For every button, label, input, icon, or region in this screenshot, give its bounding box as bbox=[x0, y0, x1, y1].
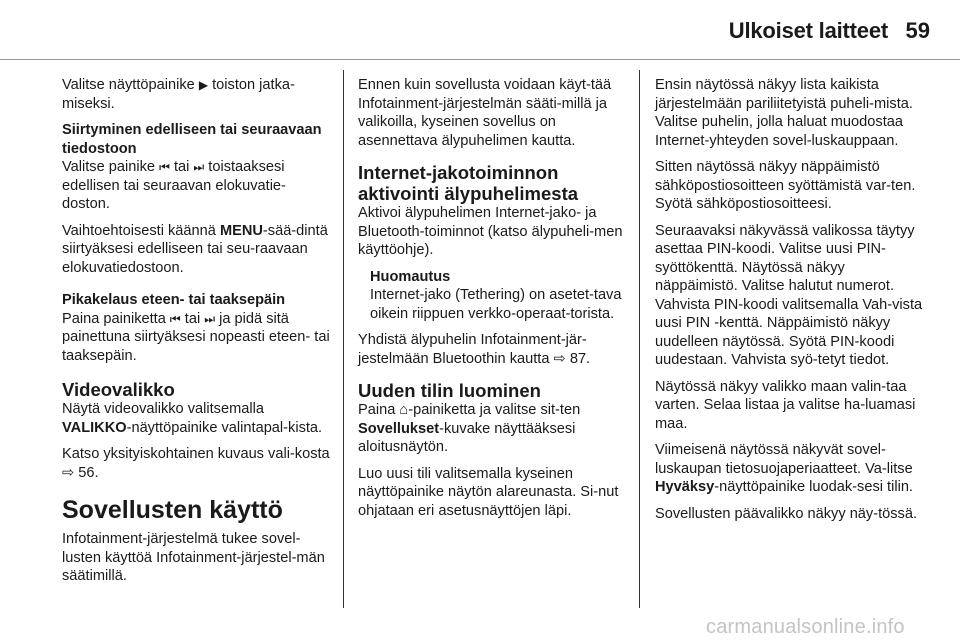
paragraph: Ensin näytössä näkyy lista kaikista järjestelmään pariliitetyistä puheli-mista. Valitse puhelin, jolla haluat muodostaa Internet-yhteyden sovel-luskauppaan. bbox=[655, 77, 913, 149]
header-rule bbox=[0, 59, 960, 60]
paragraph: Valitse näyttöpainike ▶ toiston jatka-miseksi. bbox=[62, 77, 295, 112]
menu-label: MENU bbox=[219, 222, 263, 239]
note-text: Internet-jako (Tethering) on asetet-tava oikein riippuen verkko-operaat-torista. bbox=[370, 287, 622, 322]
note-box bbox=[370, 268, 630, 324]
note-title: Huomautus bbox=[370, 268, 451, 285]
subheading-next-previous: Siirtyminen edelliseen tai seuraavaan tiedostoon bbox=[62, 122, 322, 157]
paragraph: Seuraavaksi näkyvässä valikossa täytyy asettaa PIN-koodi. Valitse uusi PIN-syöttökenttä. Näytössä näkyy näppäimistö. Valitse halutut numerot. Vahvista PIN-koodi valitsemalla Vah-vista uusi PIN -kenttä. Näppäimistö näkyy uudelleen näytössä. Syötä PIN-koodi uudestaan. Vahvista syö-tetyt tiedot. bbox=[655, 222, 923, 368]
column-divider-2 bbox=[639, 70, 640, 608]
page-title: Ulkoiset laitteet bbox=[728, 18, 888, 43]
sovellukset-label: Sovellukset bbox=[358, 420, 440, 437]
skip-next-icon: ⏭ bbox=[204, 311, 216, 326]
column-1 bbox=[62, 76, 332, 594]
page-header bbox=[0, 0, 960, 58]
heading-sovellusten-kaytto: Sovellusten käyttö bbox=[62, 496, 283, 524]
column-2 bbox=[358, 76, 630, 528]
paragraph: Valitse painike ⏮ tai ⏭ toistaaksesi edellisen tai seuraavan elokuvatie-doston. bbox=[62, 159, 286, 212]
paragraph: Näytössä näkyy valikko maan valin-taa varten. Selaa listaa ja valitse ha-luamasi maa. bbox=[655, 378, 916, 432]
column-3 bbox=[655, 76, 923, 531]
subheading-fast-forward: Pikakelaus eteen- tai taaksepäin bbox=[62, 292, 286, 308]
paragraph: Sitten näytössä näkyy näppäimistö sähköpostiosoitteen syöttämistä var-ten. Syötä sähköpostiosoitteesi. bbox=[655, 159, 916, 212]
paragraph: Viimeisenä näytössä näkyvät sovel-luskaupan tietosuojaperiaatteet. Va-litse Hyväksy-näyttöpainike luodak-sesi tilin. bbox=[655, 442, 913, 495]
heading-uuden-tilin: Uuden tilin luominen bbox=[358, 380, 541, 401]
page-number: 59 bbox=[905, 18, 930, 43]
watermark: carmanualsonline.info bbox=[706, 616, 905, 638]
home-icon: ⌂ bbox=[399, 402, 409, 418]
paragraph: Paina painiketta ⏮ tai ⏭ ja pidä sitä painettuna siirtyäksesi nopeasti eteen- tai taaksepäin. bbox=[62, 310, 330, 364]
paragraph: Ennen kuin sovellusta voidaan käyt-tää Infotainment-järjestelmän sääti-millä ja valikoilla, kyseinen sovellus on asennettava älypuhelimen kautta. bbox=[358, 77, 612, 149]
paragraph: Vaihtoehtoisesti käännä MENU-sää-dintä siirtyäksesi edelliseen tai seu-raavaan elokuvatiedostoon. bbox=[62, 222, 328, 276]
valikko-label: VALIKKO bbox=[62, 419, 127, 436]
paragraph: Paina ⌂-painiketta ja valitse sit-ten Sovellukset-kuvake näyttääksesi aloitusnäytön. bbox=[358, 402, 581, 455]
paragraph: Infotainment-järjestelmä tukee sovel-lusten käyttöä Infotainment-järjestel-män säätimillä. bbox=[62, 531, 325, 584]
paragraph: Yhdistä älypuhelin Infotainment-jär-jestelmään Bluetoothin kautta ⇨ 87. bbox=[358, 332, 591, 367]
heading-internet-jako: Internet-jakotoiminnon aktivointi älypuhelimesta bbox=[358, 162, 579, 204]
reference-arrow-icon: ⇨ bbox=[62, 464, 75, 481]
reference-arrow-icon: ⇨ bbox=[553, 350, 566, 367]
paragraph: Aktivoi älypuhelimen Internet-jako- ja Bluetooth-toiminnot (katso älypuheli-men käyttöohje). bbox=[358, 205, 623, 258]
heading-videovalikko: Videovalikko bbox=[62, 379, 175, 400]
column-divider-1 bbox=[343, 70, 344, 608]
hyvaksy-label: Hyväksy bbox=[655, 479, 715, 495]
play-icon: ▶ bbox=[198, 78, 209, 92]
paragraph: Näytä videovalikko valitsemalla VALIKKO-näyttöpainike valintapal-kista. bbox=[62, 401, 323, 436]
paragraph: Luo uusi tili valitsemalla kyseinen näyttöpainike näytön alareunasta. Si-nut ohjataan eri asetusnäyttöjen läpi. bbox=[358, 465, 619, 519]
skip-previous-icon: ⏮ bbox=[169, 311, 181, 326]
skip-next-icon: ⏭ bbox=[193, 160, 205, 174]
paragraph: Katso yksityiskohtainen kuvaus vali-kosta ⇨ 56. bbox=[62, 446, 330, 481]
paragraph: Sovellusten päävalikko näkyy näy-tössä. bbox=[655, 505, 918, 522]
skip-previous-icon: ⏮ bbox=[159, 160, 170, 174]
